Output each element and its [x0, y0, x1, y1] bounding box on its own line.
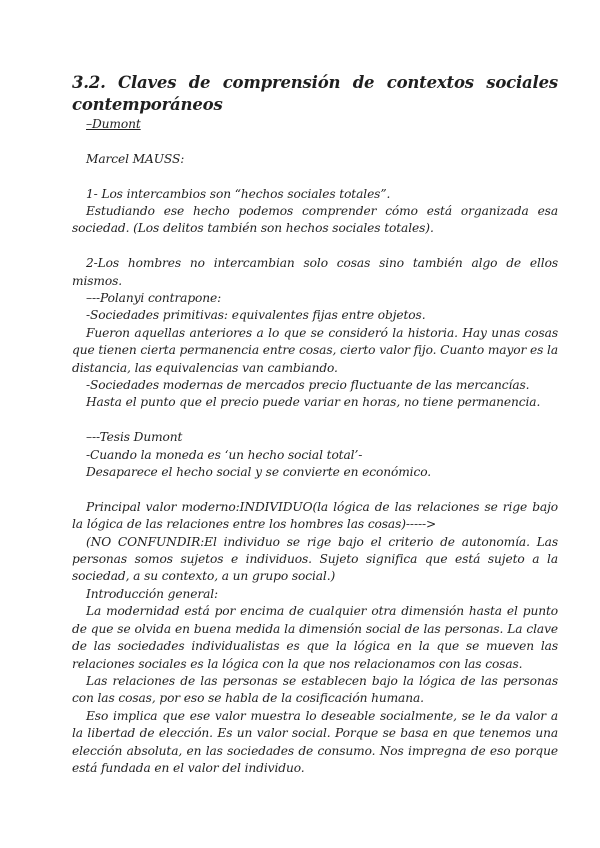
spacer — [72, 412, 558, 429]
point-2: 2-Los hombres no intercambian solo cosas sino también algo de ellos mismos. — [72, 256, 558, 288]
polanyi-line: –--Polanyi contrapone: — [86, 291, 222, 306]
page-title: 3.2. Claves de comprensión de contextos sociales contemporáneos — [72, 73, 558, 114]
spacer — [72, 481, 558, 498]
point-1: 1- Los intercambios son “hechos sociales totales”. — [86, 186, 391, 201]
no-confundir-paragraph: (NO CONFUNDIR:El individuo se rige bajo el criterio de autonomía. Las personas somos sujetos e individuos. Sujeto significa que está sujeto a la sociedad, a su contexto, a un grupo social.) — [72, 534, 558, 584]
primitivas-line: -Sociedades primitivas: equivalentes fijas entre objetos. — [86, 308, 426, 323]
moneda-line: -Cuando la moneda es ‘un hecho social total’- — [86, 447, 363, 462]
spacer — [72, 168, 558, 185]
spacer — [72, 238, 558, 255]
author-tag: –Dumont — [86, 117, 141, 131]
intro-heading: Introducción general: — [86, 586, 219, 601]
document-page — [72, 72, 558, 777]
intro-paragraph-3: Eso implica que ese valor muestra lo deseable socialmente, se le da valor a la libertad de elección. Es un valor social. Porque se basa en que tenemos una elección absoluta, en las sociedades de consumo. Nos impregna de eso porque está fundada en el valor del individuo. — [72, 708, 558, 775]
spacer — [72, 133, 558, 150]
modernas-body: Hasta el punto que el precio puede variar en horas, no tiene permanencia. — [86, 395, 541, 410]
section-heading: Marcel MAUSS: — [86, 151, 185, 166]
modernas-line: -Sociedades modernas de mercados precio fluctuante de las mercancías. — [86, 378, 530, 393]
tesis-line: –--Tesis Dumont — [86, 430, 183, 445]
principal-paragraph: Principal valor moderno:INDIVIDUO(la lógica de las relaciones se rige bajo la lógica de las relaciones entre los hombres las cosas)-----> — [72, 499, 558, 532]
intro-paragraph-2: Las relaciones de las personas se establecen bajo la lógica de las personas con las cosas, por eso se habla de la cosificación humana. — [72, 673, 558, 706]
primitivas-body: Fueron aquellas anteriores a lo que se consideró la historia. Hay unas cosas que tienen cierta permanencia entre cosas, cierto valor fijo. Cuanto mayor es la distancia, las equivalencias van cambiando. — [72, 325, 558, 375]
point-1-body: Estudiando ese hecho podemos comprender cómo está organizada esa sociedad. (Los delitos también son hechos sociales totales). — [72, 204, 558, 236]
intro-paragraph-1: La modernidad está por encima de cualquier otra dimensión hasta el punto de que se olvida en buena medida la dimensión social de las personas. La clave de las sociedades individualistas es que la lógica en la que se mueven las relaciones sociales es la lógica con la que nos relacionamos con las cosas. — [72, 604, 558, 671]
desaparece-line: Desaparece el hecho social y se convierte en económico. — [86, 465, 432, 480]
